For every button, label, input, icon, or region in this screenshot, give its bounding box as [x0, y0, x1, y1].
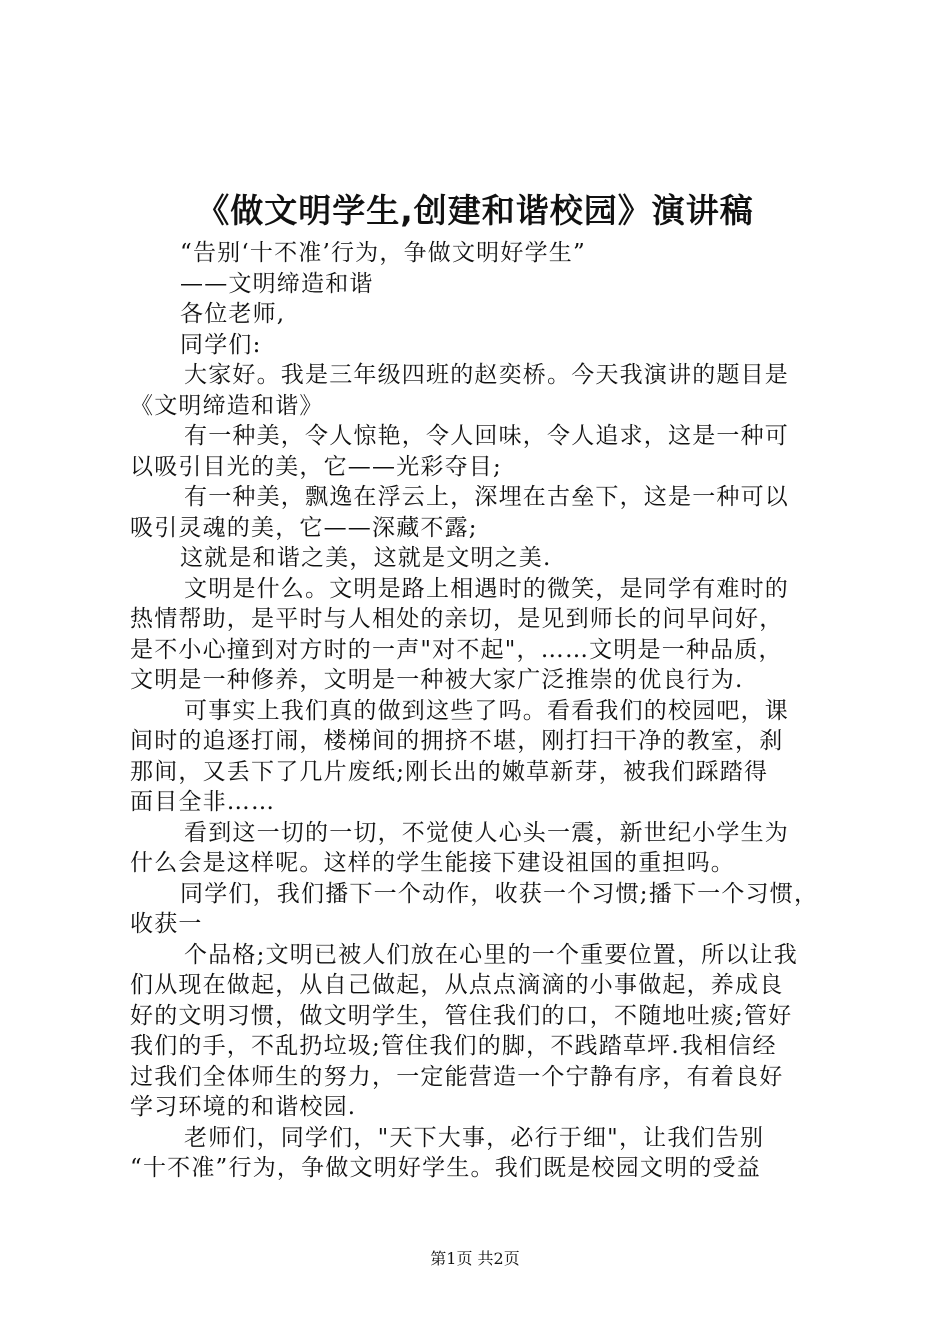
paragraph-line: 好的文明习惯，做文明学生，管住我们的口，不随地吐痰;管好	[130, 1002, 793, 1029]
salutation-students: 同学们:	[180, 331, 262, 358]
paragraph-line: 什么会是这样呢。这样的学生能接下建设祖国的重担吗。	[130, 850, 735, 876]
paragraph-line: 文明是一种修养，文明是一种被大家广泛推崇的优良行为.	[130, 667, 744, 693]
subtitle-dash-line: ——文明缔造和谐	[180, 270, 374, 297]
paragraph-line: 可事实上我们真的做到这些了吗。看看我们的校园吧，课	[184, 697, 789, 724]
paragraph-line: 老师们，同学们，"天下大事，必行于细"，让我们告别	[184, 1124, 765, 1151]
paragraph-line: 《文明缔造和谐》	[130, 392, 324, 419]
paragraph-line: 面目全非……	[130, 789, 276, 815]
paragraph-line: 热情帮助，是平时与人相处的亲切，是见到师长的问早问好，	[130, 606, 784, 632]
paragraph-line: 我们的手，不乱扔垃圾;管住我们的脚，不践踏草坪.我相信经	[130, 1033, 777, 1059]
paragraph-line: 过我们全体师生的努力，一定能营造一个宁静有序，有着良好	[130, 1063, 784, 1090]
paragraph-line: 是不小心撞到对方时的一声"对不起"，……文明是一种品质，	[130, 636, 783, 663]
paragraph-line: 收获一	[130, 911, 203, 937]
paragraph-line: 吸引灵魂的美，它——深藏不露;	[130, 514, 478, 541]
paragraph-line: 间时的追逐打闹，楼梯间的拥挤不堪，刚打扫干净的教室，刹	[130, 728, 784, 754]
subtitle-line: “告别‘十不准’行为，争做文明好学生”	[180, 240, 586, 266]
paragraph-line: 有一种美，令人惊艳，令人回味，令人追求，这是一种可	[184, 423, 789, 449]
paragraph-line: 个品格;文明已被人们放在心里的一个重要位置，所以让我	[184, 941, 798, 968]
salutation-teachers: 各位老师,	[180, 301, 286, 327]
paragraph-line: 们从现在做起，从自己做起，从点点滴滴的小事做起，养成良	[130, 972, 784, 998]
paragraph-line: 学习环境的和谐校园.	[130, 1094, 357, 1120]
paragraph-line: 有一种美，飘逸在浮云上，深埋在古垒下，这是一种可以	[184, 484, 789, 510]
paragraph-line: 文明是什么。文明是路上相遇时的微笑，是同学有难时的	[184, 575, 789, 602]
page-footer: 第1页 共2页	[430, 1249, 520, 1268]
paragraph-line: 大家好。我是三年级四班的赵奕桥。今天我演讲的题目是	[184, 362, 789, 388]
paragraph-line: 看到这一切的一切，不觉使人心头一震，新世纪小学生为	[184, 819, 789, 846]
document-title: 《做文明学生,创建和谐校园》演讲稿	[196, 191, 754, 230]
paragraph-line: 这就是和谐之美，这就是文明之美.	[180, 545, 552, 571]
paragraph-line: “十不准”行为，争做文明好学生。我们既是校园文明的受益	[130, 1155, 761, 1181]
paragraph-line: 那间，又丢下了几片废纸;刚长出的嫩草新芽，被我们踩踏得	[130, 758, 769, 785]
paragraph-line: 同学们，我们播下一个动作，收获一个习惯;播下一个习惯，	[180, 880, 819, 907]
paragraph-line: 以吸引目光的美，它——光彩夺目;	[130, 453, 502, 480]
document-body	[130, 238, 850, 1184]
